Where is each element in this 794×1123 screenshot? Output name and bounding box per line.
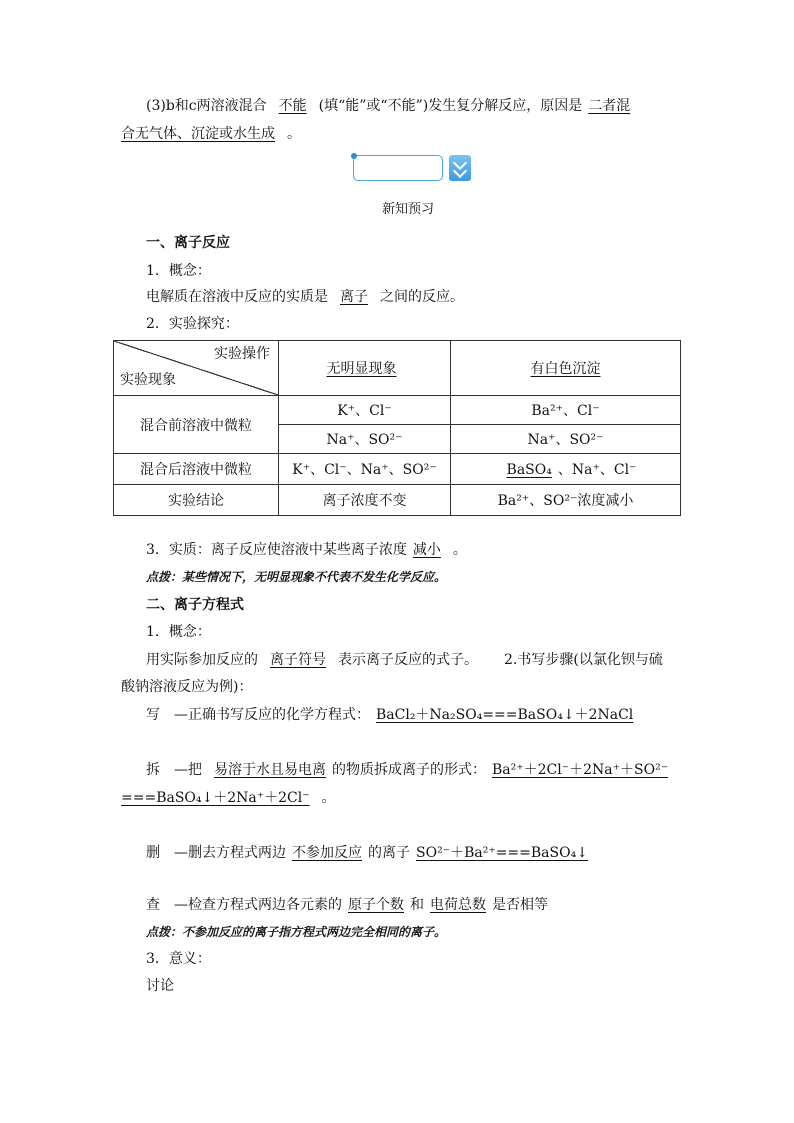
row3-col1: 离子浓度不变 [279,485,451,516]
step-write-text: —正确书写反应的化学方程式： [174,707,370,723]
step-delete-char: 删 [146,845,160,861]
q3-line-2 [121,124,301,144]
step-write-blank: BaCl₂＋Na₂SO₄===BaSO₄↓＋2NaCl [376,707,634,723]
step-split [146,760,668,780]
row2-col1: K⁺、Cl⁻、Na⁺、SO²⁻ [279,454,451,485]
step-check-text-2: 和 [410,897,424,913]
q3-text-2: (填“能”或“不能”)发生复分解反应，原因是 [318,98,583,114]
step-split-text-2: 的物质拆成离子的形式： [332,762,486,778]
q3-answer-blank-2a: 二者混 [588,98,631,114]
step-split-char: 拆 [146,762,160,778]
s2-discuss: 讨论 [146,978,174,994]
step-split-blank-2b: ===BaSO₄↓＋2Na⁺＋2Cl⁻ [121,790,310,806]
step-write [146,705,645,725]
q3-text: (3)b和c两溶液混合 [146,98,267,114]
section-banner [353,155,473,183]
step-split-line-2 [121,788,336,808]
s1-concept-line [146,287,464,307]
step-split-blank-1: 易溶于水且易电离 [214,762,326,778]
row1a-col1: K⁺、Cl⁻ [279,396,451,425]
step-split-blank-2a: Ba²⁺＋2Cl⁻＋2Na⁺＋SO²⁻ [492,762,669,778]
s1-concept-blank: 离子 [340,289,368,305]
section-2-heading: 二、离子方程式 [146,597,244,613]
s1-essence-end: 。 [452,542,467,558]
row1b-col1: Na⁺、SO²⁻ [279,425,451,454]
col1-header-text: 无明显现象 [326,361,397,377]
s2-concept-line [146,650,663,670]
row1-label: 混合前溶液中微粒 [114,396,279,454]
row1a-col2: Ba²⁺、Cl⁻ [451,396,681,425]
s2-steps-line-2: 酸钠溶液反应为例)： [121,679,253,695]
experiment-table [113,340,681,516]
col2-header-text: 有白色沉淀 [530,361,601,377]
s2-meaning-label: 3．意义： [146,951,211,967]
step-write-char: 写 [146,707,160,723]
corner-bottom-label: 实验现象 [120,372,176,388]
s1-explore-label: 2．实验探究： [146,316,239,332]
corner-top-label: 实验操作 [214,346,270,362]
s2-concept-label: 1．概念： [146,624,211,640]
s1-concept-label: 1．概念： [146,263,211,279]
step-check-blank-2: 电荷总数 [430,897,486,913]
s1-concept-text: 电解质在溶液中反应的实质是 [146,289,328,305]
s2-concept-text: 用实际参加反应的 [146,652,258,668]
tip-1: 点拨：某些情况下，无明显现象不代表不发生化学反应。 [146,570,447,584]
s1-essence-text: 3．实质：离子反应使溶液中某些离子浓度 [146,542,407,558]
row3-col2: Ba²⁺、SO²⁻浓度减小 [451,485,681,516]
section-title: 新知预习 [382,202,435,217]
step-check-blank-1: 原子个数 [348,897,404,913]
s1-essence-blank: 减小 [412,542,441,558]
s1-essence-line [146,540,467,560]
table-corner-cell [114,341,279,396]
row2-col2 [451,454,681,485]
q3-line-1 [146,96,630,116]
step-delete-text-2: 的离子 [368,845,410,861]
s1-concept-text-2: 之间的反应。 [380,289,464,305]
step-delete-text: —删去方程式两边 [174,845,286,861]
step-check-char: 查 [146,897,160,913]
step-split-text: —把 [174,762,202,778]
step-check-text-3: 是否相等 [492,897,548,913]
q3-answer-blank-1: 不能 [278,98,307,114]
col1-header [279,341,451,396]
double-chevron-down-icon [449,155,471,181]
row1b-col2: Na⁺、SO²⁻ [451,425,681,454]
q3-end: 。 [287,126,301,142]
q3-answer-blank-2b: 合无气体、沉淀或水生成 [121,126,275,142]
s2-concept-text-2: 表示离子反应的式子。 [338,652,478,668]
step-check-text: —检查方程式两边各元素的 [174,897,342,913]
s2-steps-text: 2.书写步骤(以氯化钡与硫 [504,652,663,668]
tip-2: 点拨：不参加反应的离子指方程式两边完全相同的离子。 [146,925,447,939]
s2-concept-blank: 离子符号 [270,652,326,668]
step-split-end: 。 [321,790,336,806]
row3-label: 实验结论 [114,485,279,516]
banner-box [353,155,443,181]
row2-label: 混合后溶液中微粒 [114,454,279,485]
row2-col2-blank: BaSO₄ [506,462,552,478]
step-delete-blank-2: SO²⁻＋Ba²⁺===BaSO₄↓ [416,845,588,861]
section-1-heading: 一、离子反应 [146,235,230,251]
step-delete [146,843,600,863]
row2-col2-rest: 、Na⁺、Cl⁻ [557,462,637,478]
col2-header [451,341,681,396]
step-check [146,895,548,915]
banner-dot-icon [351,153,357,159]
step-delete-blank-1: 不参加反应 [292,845,362,861]
